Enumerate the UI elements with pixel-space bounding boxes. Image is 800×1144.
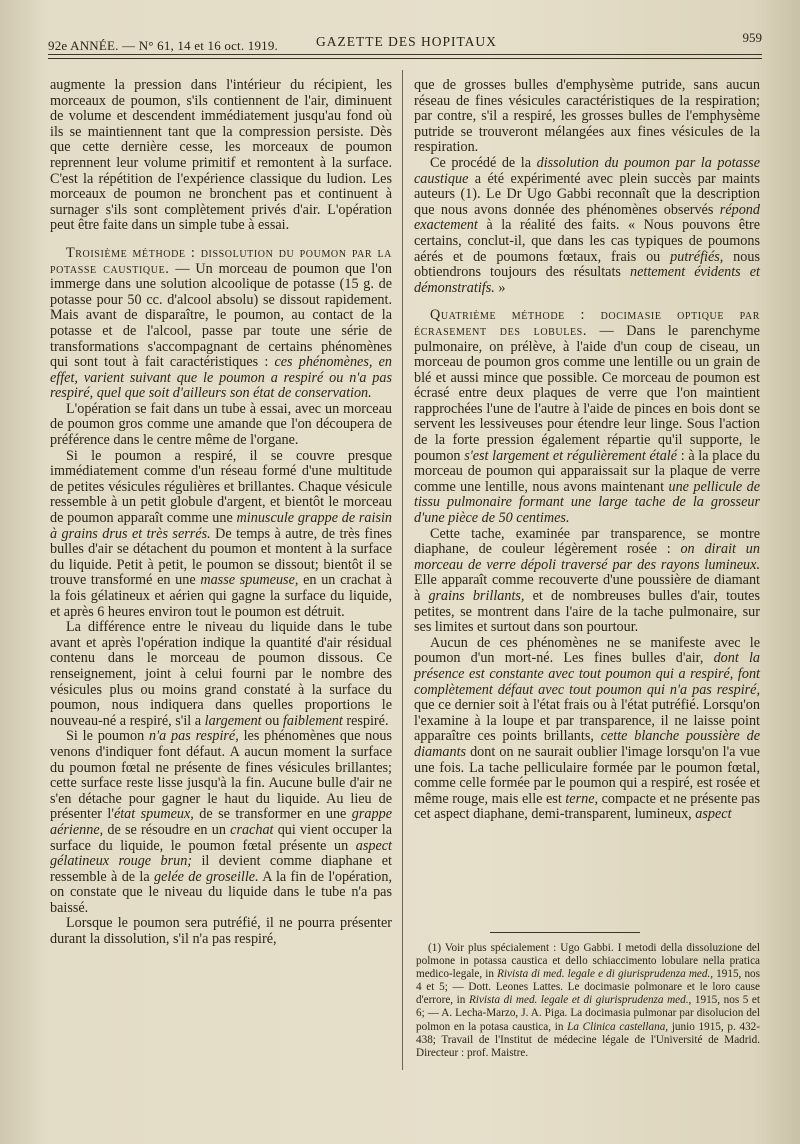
paragraph: que de grosses bulles d'emphysème putride, sans aucun réseau de fines vésicules caractéristiques de la respiration; par contre, s'il a respiré, les grosses bulles de l'emphysème putride se trouveront mélangées aux fines vésicules de la respiration. [414, 77, 760, 156]
paragraph: Cette tache, examinée par transparence, se montre diaphane, de couleur légèrement rosée : on dirait un morceau de verre dépoli traversé par des rayons lumineux. Elle apparaît comme recouverte d'une poussière de diamant à grains brillants, et de nombreuses bulles d'air, toutes petites, se montrent dans l'aire de la tache pulmonaire, sur ses limites et surtout dans son pourtour. [414, 525, 760, 636]
column-divider [402, 70, 403, 1070]
right-column [414, 78, 760, 823]
section-heading: Troisième méthode : dissolution du poumon par la potasse caustique. [50, 244, 392, 277]
header-rule-thick [48, 54, 762, 55]
paragraph: La différence entre le niveau du liquide dans le tube avant et après l'opération indique la quantité d'air résidual contenu dans le morceau de poumon dissous. Ce renseignement, joint à celui fourni par le nombre des vésicules plus ou moins grand constaté à la surface du poumon, nous indiquera dans quelles proportions le nouveau-né a respiré, s'il a largement ou faiblement respiré. [50, 619, 392, 729]
paragraph: Lorsque le poumon sera putréfié, il ne pourra présenter durant la dissolution, s'il n'a pas respiré, [50, 915, 392, 948]
paragraph: Aucun de ces phénomènes ne se manifeste avec le poumon d'un mort-né. Les fines bulles d'air, dont la présence est constante avec tout poumon qui a respiré, font complètement défaut avec tout poumon qui n'a pas respiré, que ce dernier soit à l'état frais ou à l'état putréfié. Lorsqu'on l'examine à la loupe et par transparence, il ne laisse point apparaître ces points brillants, cette blanche poussière de diamants dont on ne saurait oublier l'image lorsqu'on l'a vue une fois. La tache pelliculaire formée par le poumon fœtal, comme celle formée par le poumon qui a respiré, est rosée et même rouge, mais elle est terne, compacte et ne présente pas cet aspect diaphane, demi-transparent, lumineux, aspect [414, 634, 760, 823]
section-heading: Quatrième méthode : docimasie optique par écrasement des lobules. [414, 307, 760, 339]
left-column [50, 78, 392, 948]
page-number: 959 [742, 30, 762, 45]
footnote [416, 942, 760, 1060]
paragraph: Ce procédé de la dissolution du poumon par la potasse caustique a été expérimenté avec plein succès par maints auteurs (1). Le Dr Ugo Gabbi reconnaît que la description que nous avons donnée des phénomènes observés répond exactement à la réalité des faits. « Nous pouvons être certains, conclut-il, que dans les cas typiques de poumons aérés et de poumons fœtaux, frais ou putréfiés, nous obtiendrons toujours des résultats nettement évidents et démonstratifs. » [414, 154, 761, 296]
paragraph-quatrieme-methode: Quatrième méthode : docimasie optique par écrasement des lobules. — Dans le parenchyme pulmonaire, on prélève, à l'aide d'un coup de ciseau, un morceau de poumon gros comme une lentille ou un grain de blé et aussi mince que possible. Ce morceau de poumon est écrasé entre deux plaques de verre que l'on maintient rapprochées l'une de l'autre à l'aide de pinces en bois dont se servent les lessiveuses pour étendre leur linge. Sous l'action de la forte pression également répartie qu'il supporte, le poumon s'est largement et régulièrement étalé : à la place du morceau de poumon qui apparaissait sur la plaque de verre comme une lentille, nous avons maintenant une pellicule de tissu pulmonaire formant une large tache de la grosseur d'une pièce de 50 centimes. [414, 307, 761, 527]
header-rule-thin [48, 58, 762, 59]
paragraph: L'opération se fait dans un tube à essai, avec un morceau de poumon gros comme une amande que l'on découpera de préférence dans le centre même de l'organe. [50, 400, 392, 449]
paragraph: augmente la pression dans l'intérieur du récipient, les morceaux de poumon, s'ils contiennent de l'air, diminuent de volume et descendent immédiatement jusqu'au fond où ils se maintiennent tant que la compression persiste. Dès que cette dernière cesse, les morceaux de poumon reprennent leur volume primitif et remontent à la surface. C'est la répétition de l'expérience classique du ludion. Les morceaux de poumon ne bronchent pas et continuent à surnager s'ils sont complètement privés d'air. L'opération peut être faite dans un simple tube à essai. [50, 77, 392, 234]
running-header [48, 30, 762, 56]
footnote-rule [490, 932, 640, 933]
journal-title: GAZETTE DES HOPITAUX [316, 34, 497, 49]
paragraph: Si le poumon n'a pas respiré, les phénomènes que nous venons d'indiquer font défaut. A aucun moment la surface du poumon fœtal ne présente de fines vésicules brillantes; cette surface reste lisse jusqu'à la fin. Aucune bulle d'air ne s'en détache pour gagner le haut du liquide. Au lieu de présenter l'état spumeux, de se transformer en une grappe aérienne, de se résoudre en un crachat qui vient occuper la surface du liquide, le poumon fœtal présente un aspect gélatineux rouge brun; il devient comme diaphane et ressemble à de la gelée de groseille. A la fin de l'opération, on constate que le niveau du liquide dans le tube n'a pas baissé. [50, 728, 392, 916]
footnote-text: (1) Voir plus spécialement : Ugo Gabbi. I metodi della dissoluzione del polmone in potassa caustica et dello schiaccimento lobulare nella pratica medico-legale, in Rivista di med. legale e di giurisprudenza med., 1915, nos 4 et 5; — Dott. Leones Lattes. Le docimasie polmonare et le loro cause d'errore, in Rivista di med. legale et di giurisprudenza med., 1915, nos 5 et 6; — A. Lecha-Marzo, J. A. Piga. La docimasia pulmonar par disolucion del polmon en la potasa caustica, in La Clinica castellana, junio 1915, p. 432-438; Travail de l'Institut de médecine légale de l'Université de Madrid. Directeur : prof. Maistre. [416, 942, 760, 1059]
issue-info: 92e ANNÉE. — N° 61, 14 et 16 oct. 1919. [48, 38, 278, 53]
paragraph-troisieme-methode: Troisième méthode : dissolution du poumon par la potasse caustique. — Un morceau de poumon que l'on immerge dans une solution alcoolique de potasse (15 g. de potasse pour 50 cc. d'alcool absolu) se dissout rapidement. Mais avant de disparaître, le poumon, au contact de la potasse et de l'alcool, passe par toute une série de transformations s'accompagnant de certains phénomènes qui sont tout à fait caractéristiques : ces phénomènes, en effet, varient suivant que le poumon a respiré ou n'a pas respiré, quel que soit d'ailleurs son état de conservation. [50, 244, 392, 402]
paragraph: Si le poumon a respiré, il se couvre presque immédiatement comme d'un réseau formé d'une multitude de petites vésicules régulières et brillantes. Chaque vésicule ressemble à un petit globule d'argent, et bientôt le morceau de poumon apparaît comme une minuscule grappe de raisin à grains drus et très serrés. De temps à autre, de très fines bulles d'air se détachent du poumon et montent à la surface du liquide. Petit à petit, le poumon se dissout; bientôt il se trouve transformé en une masse spumeuse, en un crachat à la fois gélatineux et aérien qui gagne la surface du liquide, et après 6 heures environ tout le poumon est détruit. [50, 447, 393, 620]
